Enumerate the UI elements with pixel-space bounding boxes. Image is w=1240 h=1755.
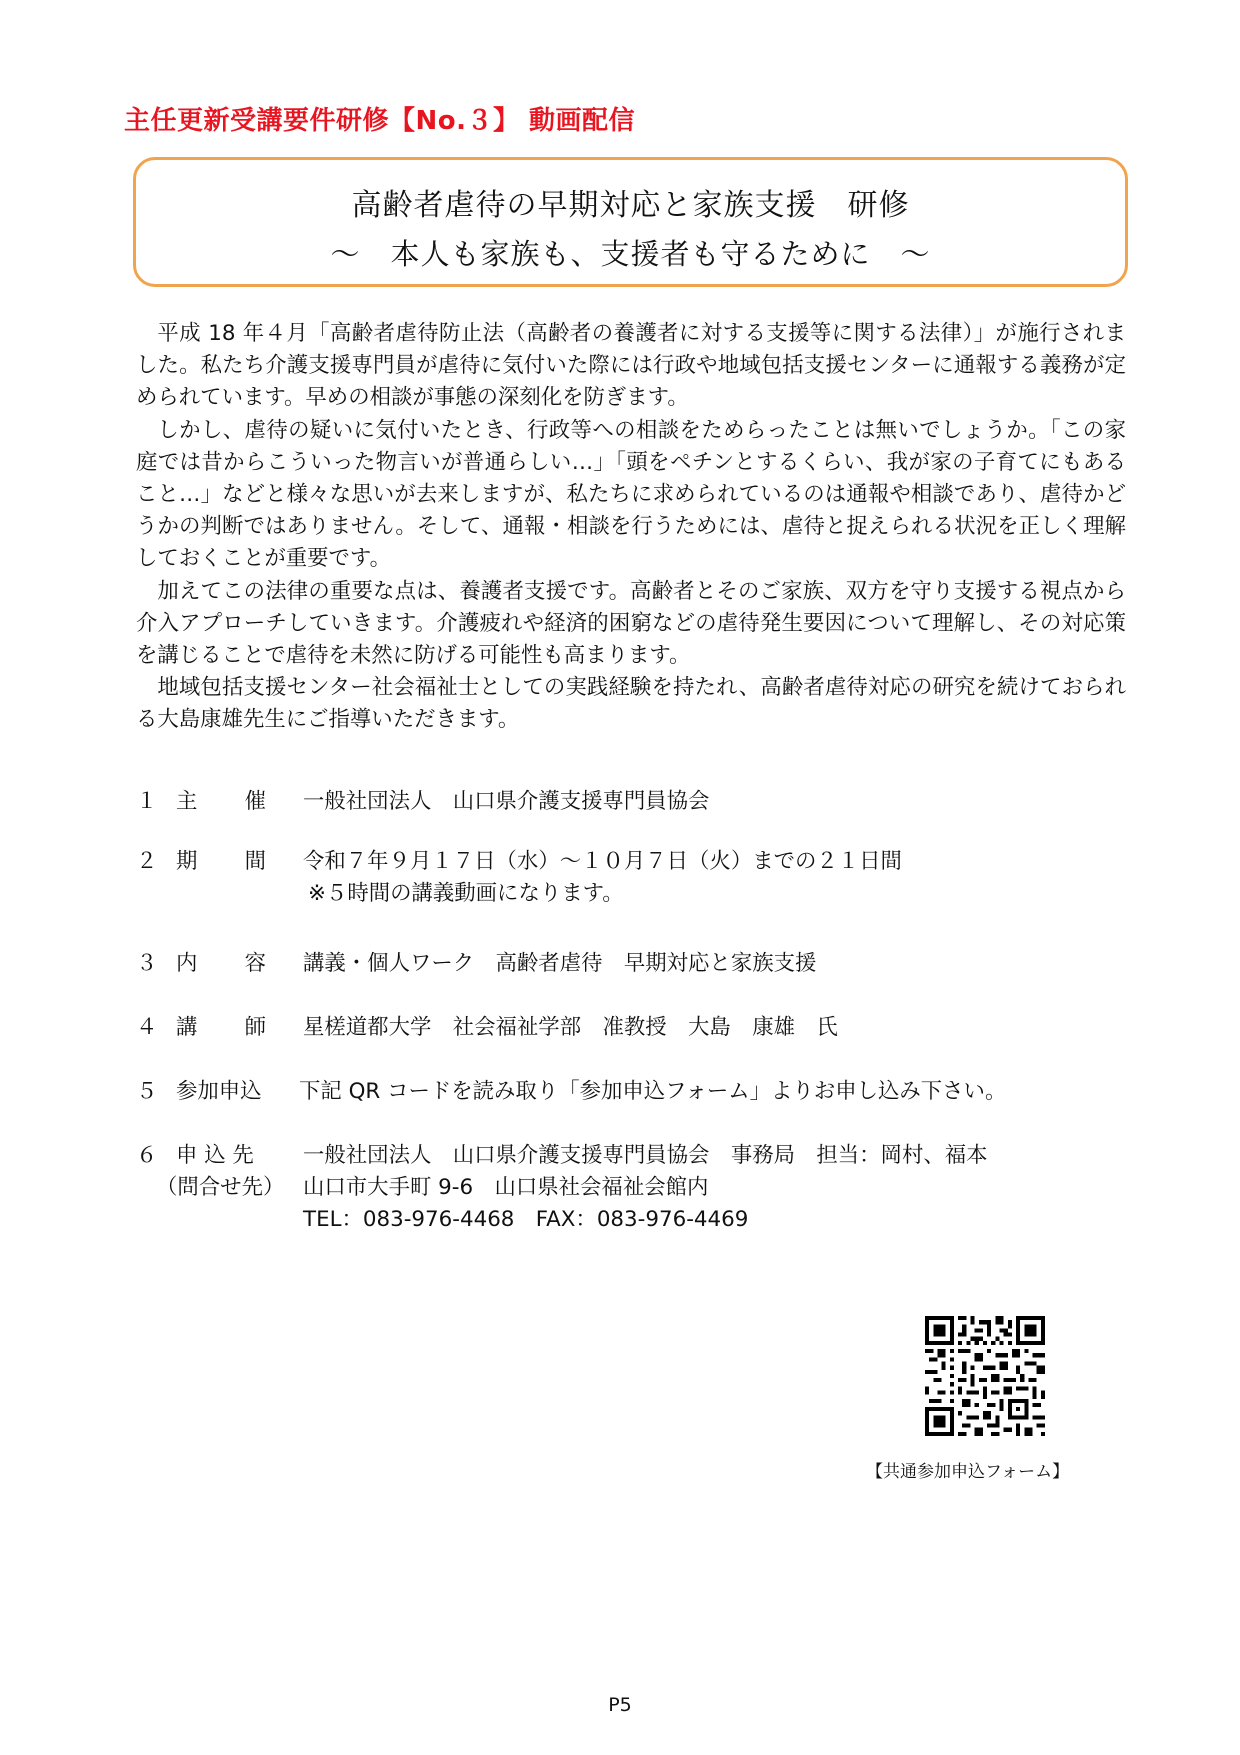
detail-label: 申 込 先	[176, 1143, 254, 1168]
qr-code[interactable]	[925, 1316, 1045, 1436]
label-char: 期	[176, 849, 198, 874]
intro-text	[136, 318, 1126, 737]
label-char: 催	[244, 789, 266, 814]
detail-value: 下記 QR コードを読み取り「参加申込フォーム」よりお申し込み下さい。	[299, 1079, 1007, 1104]
intro-paragraph-4: 地域包括支援センター社会福祉士としての実践経験を持たれ、高齢者虐待対応の研究を続けておられる大島康雄先生にご指導いただきます。	[136, 675, 1126, 733]
detail-number: １	[136, 789, 158, 814]
detail-sub-label: （問合せ先）	[156, 1175, 285, 1200]
detail-number: ５	[136, 1079, 158, 1104]
page-title: 高齢者虐待の早期対応と家族支援 研修	[351, 188, 910, 223]
intro-paragraph-1: 平成 18 年４月「高齢者虐待防止法（高齢者の養護者に対する支援等に関する法律）」が施行されました。私たち介護支援専門員が虐待に気付いた際には行政や地域包括支援センターに通報する義務が定められています。早めの相談が事態の深刻化を防ぎます。	[136, 321, 1126, 411]
detail-label	[176, 946, 266, 977]
label-char: 師	[244, 1015, 266, 1040]
detail-lecturer	[136, 1010, 1116, 1044]
intro-paragraph-2: しかし、虐待の疑いに気付いたとき、行政等への相談をためらったことは無いでしょうか。「この家庭では昔からこういった物言いが普通らしい…」「頭をペチンとするくらい、我が家の子育てにもあること…」などと様々な思いが去来しますが、私たちに求められているのは通報や相談であり、虐待かどうかの判断ではありません。そして、通報・相談を行うためには、虐待と捉えられる状況を正しく理解しておくことが重要です。	[136, 417, 1126, 572]
detail-number: ６	[136, 1143, 158, 1168]
detail-note: ※５時間の講義動画になります。	[308, 881, 624, 906]
detail-value: 一般社団法人 山口県介護支援専門員協会	[303, 789, 710, 814]
detail-period	[136, 844, 1116, 908]
detail-contact	[136, 1138, 1116, 1238]
contact-line-1: 一般社団法人 山口県介護支援専門員協会 事務局 担当：岡村、福本	[303, 1143, 988, 1168]
detail-value: 令和７年９月１７日（水）～１０月７日（火）までの２１日間	[303, 849, 902, 874]
detail-number: ２	[136, 849, 158, 874]
contact-line-2: 山口市大手町 9-6 山口県社会福祉会館内	[303, 1175, 709, 1200]
label-char: 主	[176, 789, 198, 814]
label-char: 容	[244, 951, 266, 976]
detail-host	[136, 784, 1116, 818]
contact-line-3: TEL：083-976-4468 FAX：083-976-4469	[303, 1207, 749, 1232]
detail-label	[176, 1010, 266, 1041]
page-number: P5	[608, 1694, 632, 1716]
page-subtitle: ～ 本人も家族も、支援者も守るために ～	[330, 237, 931, 271]
label-char: 講	[176, 1015, 198, 1040]
label-char: 内	[176, 951, 198, 976]
detail-number: ４	[136, 1015, 158, 1040]
header-label: 主任更新受講要件研修【No.３】 動画配信	[124, 106, 636, 136]
intro-paragraph-3: 加えてこの法律の重要な点は、養護者支援です。高齢者とそのご家族、双方を守り支援する視点から介入アプローチしていきます。介護疲れや経済的困窮などの虐待発生要因について理解し、その対応策を講じることで虐待を未然に防げる可能性も高まります。	[136, 578, 1126, 669]
detail-content	[136, 946, 1116, 980]
detail-label: 参加申込	[176, 1079, 262, 1104]
detail-value: 星槎道都大学 社会福祉学部 准教授 大島 康雄 氏	[303, 1015, 838, 1040]
title-box	[133, 157, 1128, 287]
detail-apply	[136, 1074, 1116, 1108]
label-char: 間	[244, 849, 266, 874]
qr-caption: 【共通参加申込フォーム】	[866, 1462, 1070, 1482]
detail-value: 講義・個人ワーク 高齢者虐待 早期対応と家族支援	[303, 951, 817, 976]
detail-label	[176, 784, 266, 815]
detail-label	[176, 844, 266, 875]
detail-number: ３	[136, 951, 158, 976]
